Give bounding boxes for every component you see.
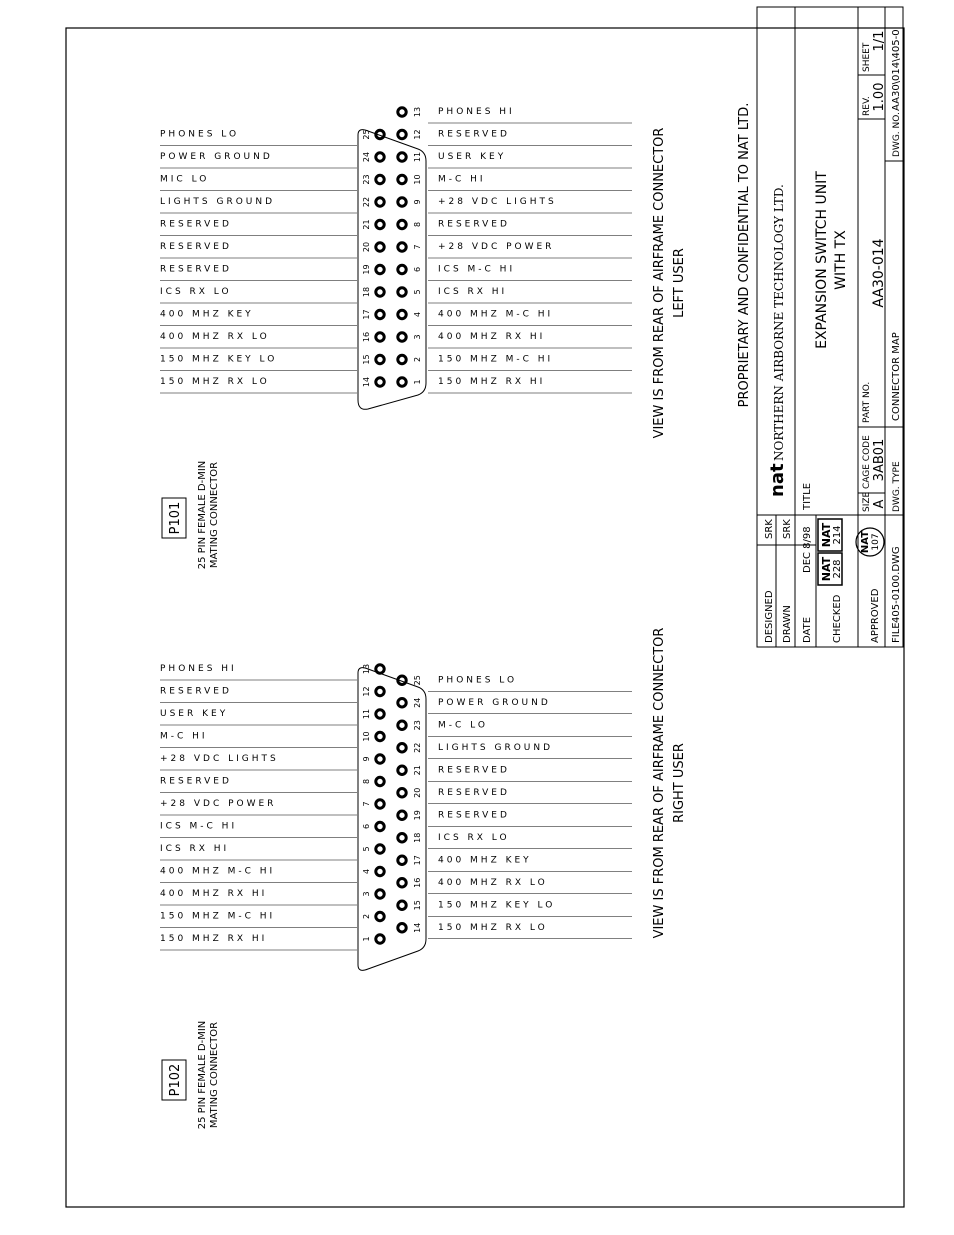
dwg-type-label: DWG. TYPE bbox=[892, 461, 902, 512]
pin-socket bbox=[398, 175, 406, 183]
pin-entry bbox=[160, 129, 384, 145]
wire-label: RESERVED bbox=[160, 242, 232, 252]
pin-entry bbox=[398, 287, 632, 303]
pin-socket bbox=[376, 175, 384, 183]
view-note-line2: LEFT USER bbox=[672, 248, 687, 318]
pin-entry bbox=[398, 810, 632, 826]
pin-entry bbox=[398, 788, 632, 804]
date-value: DEC 8/98 bbox=[802, 526, 813, 573]
wire-label: 150 MHZ RX HI bbox=[438, 377, 546, 387]
pin-socket bbox=[398, 310, 406, 318]
size-label: SIZE bbox=[862, 491, 872, 512]
pin-number: 5 bbox=[362, 846, 371, 852]
wire-label: 400 MHZ KEY bbox=[160, 309, 254, 320]
pin-number: 13 bbox=[362, 663, 371, 675]
pin-entry bbox=[160, 377, 384, 393]
pin-number: 4 bbox=[362, 868, 371, 875]
pin-entry bbox=[160, 197, 384, 213]
pin-entry bbox=[160, 174, 384, 190]
pin-socket bbox=[398, 198, 406, 206]
pin-number: 7 bbox=[413, 244, 422, 250]
pin-number: 25 bbox=[413, 675, 422, 686]
wire-label: 400 MHZ RX LO bbox=[438, 877, 548, 888]
cage-label: CAGE CODE bbox=[862, 435, 872, 489]
pin-entry bbox=[398, 675, 632, 691]
pin-number: 7 bbox=[362, 801, 371, 807]
pin-socket bbox=[376, 378, 384, 386]
svg-text:107: 107 bbox=[871, 533, 881, 551]
title-label: TITLE bbox=[802, 482, 813, 510]
wire-label: POWER GROUND bbox=[438, 697, 551, 708]
pin-socket bbox=[376, 288, 384, 296]
pin-socket bbox=[398, 879, 406, 887]
confidential-notice: PROPRIETARY AND CONFIDENTIAL TO NAT LTD. bbox=[737, 102, 752, 408]
pin-entry bbox=[398, 720, 632, 736]
pin-number: 14 bbox=[362, 376, 371, 388]
pin-socket bbox=[398, 766, 406, 774]
dwg-no-value: AA30\014\405-0 bbox=[891, 29, 902, 111]
pin-socket bbox=[376, 310, 384, 318]
view-note-line1: VIEW IS FROM REAR OF AIRFRAME CONNECTOR bbox=[652, 627, 667, 939]
pin-socket bbox=[376, 665, 384, 673]
pin-number: 12 bbox=[413, 129, 422, 140]
pin-number: 20 bbox=[362, 241, 371, 253]
pin-entry bbox=[398, 310, 632, 326]
pin-socket bbox=[376, 220, 384, 228]
pin-entry bbox=[160, 219, 384, 235]
pin-socket bbox=[398, 243, 406, 251]
pin-socket bbox=[398, 288, 406, 296]
pin-socket bbox=[398, 699, 406, 707]
designed-label: DESIGNED bbox=[764, 590, 775, 643]
wire-label: 150 MHZ M-C HI bbox=[160, 911, 276, 922]
pin-entry bbox=[160, 152, 384, 168]
approved-label: APPROVED bbox=[870, 588, 881, 643]
wire-label: MIC LO bbox=[160, 174, 210, 185]
size-value: A bbox=[872, 499, 887, 509]
svg-text:228: 228 bbox=[832, 559, 843, 579]
pin-number: 14 bbox=[413, 922, 422, 933]
pin-socket bbox=[376, 890, 384, 898]
pin-entry bbox=[398, 265, 632, 281]
pin-number: 3 bbox=[362, 891, 371, 897]
connector-p102 bbox=[160, 628, 687, 1130]
view-note-line1: VIEW IS FROM REAR OF AIRFRAME CONNECTOR bbox=[652, 127, 667, 439]
wire-label: 400 MHZ RX LO bbox=[160, 332, 270, 342]
wire-label: RESERVED bbox=[438, 787, 510, 798]
title-block bbox=[737, 7, 903, 647]
pin-number: 18 bbox=[413, 832, 422, 843]
pin-entry bbox=[398, 923, 632, 939]
pin-socket bbox=[376, 198, 384, 206]
pin-number: 10 bbox=[362, 731, 371, 742]
pin-number: 23 bbox=[413, 720, 422, 731]
wire-label: 400 MHZ M-C HI bbox=[438, 309, 554, 320]
pin-socket bbox=[398, 265, 406, 273]
wire-label: ICS RX HI bbox=[160, 844, 230, 854]
wire-label: RESERVED bbox=[160, 264, 232, 275]
pin-entry bbox=[160, 354, 384, 370]
wire-label: 400 MHZ RX HI bbox=[438, 332, 546, 342]
pin-entry bbox=[160, 844, 384, 860]
pin-socket bbox=[398, 924, 406, 932]
pin-number: 5 bbox=[413, 289, 422, 295]
pin-number: 18 bbox=[362, 286, 371, 298]
pin-number: 2 bbox=[362, 913, 371, 920]
wire-label: +28 VDC POWER bbox=[438, 242, 555, 252]
pin-socket bbox=[376, 687, 384, 695]
dwg-no-label: DWG. NO. bbox=[892, 112, 902, 157]
pin-entry bbox=[160, 664, 384, 680]
pin-socket bbox=[376, 800, 384, 808]
pin-socket bbox=[376, 732, 384, 740]
pin-socket bbox=[376, 845, 384, 853]
pin-number: 8 bbox=[362, 778, 371, 785]
wire-label: 400 MHZ KEY bbox=[438, 855, 532, 866]
pin-socket bbox=[376, 867, 384, 875]
pin-number: 9 bbox=[362, 756, 371, 762]
pin-entry bbox=[398, 220, 632, 236]
file-value: 405-0100.DWG bbox=[891, 546, 902, 623]
drawn-value: SRK bbox=[782, 519, 793, 539]
wire-label: ICS M-C HI bbox=[160, 821, 238, 832]
connector-desc-line1: 25 PIN FEMALE D-MIN bbox=[197, 460, 208, 570]
drawn-label: DRAWN bbox=[782, 605, 793, 643]
svg-text:NAT: NAT bbox=[820, 556, 833, 582]
wire-label: 150 MHZ RX HI bbox=[160, 934, 268, 944]
company-logo: nat bbox=[767, 463, 788, 497]
wire-label: 150 MHZ KEY LO bbox=[438, 900, 556, 911]
pin-socket bbox=[376, 243, 384, 251]
pin-socket bbox=[398, 355, 406, 363]
wire-label: ICS RX LO bbox=[438, 832, 510, 843]
pin-number: 22 bbox=[362, 196, 371, 208]
pin-number: 16 bbox=[362, 331, 371, 343]
pin-socket bbox=[398, 153, 406, 161]
wire-label: M-C HI bbox=[160, 731, 208, 742]
pin-entry bbox=[160, 686, 384, 702]
wire-label: ICS RX HI bbox=[438, 287, 508, 297]
title-line2: WITH TX bbox=[833, 230, 849, 290]
pin-number: 12 bbox=[362, 686, 371, 697]
pin-number: 8 bbox=[413, 221, 422, 228]
connector-id: P102 bbox=[168, 1063, 183, 1097]
pin-number: 20 bbox=[413, 787, 422, 798]
wire-label: M-C HI bbox=[438, 174, 486, 185]
pin-number: 11 bbox=[362, 708, 371, 720]
svg-text:NAT: NAT bbox=[860, 530, 871, 554]
wire-label: 400 MHZ M-C HI bbox=[160, 866, 276, 877]
date-label: DATE bbox=[802, 616, 813, 643]
wire-label: USER KEY bbox=[438, 152, 507, 162]
pin-entry bbox=[398, 900, 632, 916]
connector-desc-line2: MATING CONNECTOR bbox=[209, 461, 220, 569]
inspection-stamp bbox=[818, 519, 843, 551]
pin-number: 19 bbox=[362, 264, 371, 275]
pin-socket bbox=[398, 811, 406, 819]
pin-entry bbox=[160, 709, 384, 725]
wire-label: PHONES HI bbox=[438, 107, 515, 117]
checked-label: CHECKED bbox=[832, 594, 843, 643]
dwg-type-value: CONNECTOR MAP bbox=[891, 332, 902, 421]
pin-entry bbox=[160, 799, 384, 815]
wire-label: RESERVED bbox=[438, 810, 510, 821]
pin-entry bbox=[160, 934, 384, 950]
sheet-label: SHEET bbox=[862, 42, 872, 72]
wire-label: RESERVED bbox=[160, 219, 232, 230]
pin-entry bbox=[160, 309, 384, 325]
pin-socket bbox=[376, 935, 384, 943]
wire-label: LIGHTS GROUND bbox=[438, 742, 554, 753]
pin-number: 13 bbox=[413, 106, 422, 118]
cage-value: 3AB01 bbox=[872, 438, 887, 482]
pin-entry bbox=[398, 833, 632, 849]
wire-label: 150 MHZ M-C HI bbox=[438, 354, 554, 365]
pin-entry bbox=[160, 332, 384, 348]
pin-number: 16 bbox=[413, 877, 422, 888]
pin-entry bbox=[160, 867, 384, 883]
wire-label: +28 VDC POWER bbox=[160, 799, 277, 809]
pin-socket bbox=[398, 378, 406, 386]
pin-socket bbox=[398, 901, 406, 909]
rev-value: 1.00 bbox=[872, 82, 887, 112]
pin-socket bbox=[398, 108, 406, 116]
pin-socket bbox=[376, 355, 384, 363]
pin-socket bbox=[376, 912, 384, 920]
wire-label: 400 MHZ RX HI bbox=[160, 889, 268, 899]
pin-entry bbox=[398, 174, 632, 190]
wire-label: +28 VDC LIGHTS bbox=[438, 197, 557, 207]
pin-socket bbox=[376, 777, 384, 785]
view-note-line2: RIGHT USER bbox=[672, 743, 687, 823]
svg-text:NAT: NAT bbox=[820, 522, 833, 548]
pin-number: 15 bbox=[362, 354, 371, 365]
wire-label: RESERVED bbox=[438, 129, 510, 140]
pin-number: 24 bbox=[362, 151, 371, 163]
part-label: PART NO. bbox=[862, 381, 872, 423]
pin-entry bbox=[160, 777, 384, 793]
wire-label: PHONES LO bbox=[438, 675, 518, 686]
wire-label: RESERVED bbox=[160, 776, 232, 787]
pin-socket bbox=[398, 721, 406, 729]
wire-label: RESERVED bbox=[438, 219, 510, 230]
wire-label: POWER GROUND bbox=[160, 152, 273, 162]
pin-number: 23 bbox=[362, 174, 371, 185]
sheet-value: 1/1 bbox=[872, 30, 887, 52]
pin-number: 21 bbox=[362, 219, 371, 230]
pin-number: 6 bbox=[413, 266, 422, 273]
pin-entry bbox=[398, 332, 632, 348]
wire-label: M-C LO bbox=[438, 720, 488, 731]
inspection-stamp bbox=[818, 553, 843, 585]
pin-entry bbox=[160, 242, 384, 258]
pin-number: 1 bbox=[413, 379, 422, 385]
connector-desc-line2: MATING CONNECTOR bbox=[209, 1021, 220, 1129]
pin-entry bbox=[398, 698, 632, 714]
connector-id: P101 bbox=[168, 501, 183, 535]
pin-number: 17 bbox=[362, 309, 371, 320]
rev-label: REV. bbox=[862, 96, 872, 116]
file-label: FILE bbox=[891, 622, 902, 643]
wire-label: PHONES HI bbox=[160, 664, 237, 674]
pin-number: 9 bbox=[413, 199, 422, 205]
pin-entry bbox=[398, 152, 632, 168]
pin-entry bbox=[160, 287, 384, 303]
company-name: NORTHERN AIRBORNE TECHNOLOGY LTD. bbox=[772, 184, 786, 461]
wire-label: LIGHTS GROUND bbox=[160, 197, 276, 207]
pin-socket bbox=[376, 130, 384, 138]
pin-number: 3 bbox=[413, 334, 422, 340]
pin-entry bbox=[398, 242, 632, 258]
pin-entry bbox=[398, 377, 632, 393]
wire-label: ICS M-C HI bbox=[438, 264, 516, 275]
pin-socket bbox=[376, 333, 384, 341]
pin-entry bbox=[398, 743, 632, 759]
wire-label: USER KEY bbox=[160, 709, 229, 719]
pin-number: 25 bbox=[362, 129, 371, 140]
pin-number: 22 bbox=[413, 742, 422, 753]
connector-desc-line1: 25 PIN FEMALE D-MIN bbox=[197, 1020, 208, 1130]
pin-entry bbox=[160, 754, 384, 770]
pin-entry bbox=[160, 264, 384, 280]
wire-label: 150 MHZ RX LO bbox=[438, 922, 548, 933]
title-line1: EXPANSION SWITCH UNIT bbox=[814, 171, 830, 349]
pin-number: 6 bbox=[362, 823, 371, 830]
pin-entry bbox=[398, 765, 632, 781]
wire-label: +28 VDC LIGHTS bbox=[160, 754, 279, 764]
pin-number: 15 bbox=[413, 900, 422, 911]
wire-label: 150 MHZ RX LO bbox=[160, 377, 270, 387]
connector-p101 bbox=[160, 107, 687, 569]
svg-text:214: 214 bbox=[832, 525, 843, 545]
pin-entry bbox=[160, 912, 384, 928]
pin-entry bbox=[160, 731, 384, 747]
wire-label: ICS RX LO bbox=[160, 287, 232, 297]
pin-number: 2 bbox=[413, 356, 422, 363]
pin-socket bbox=[398, 333, 406, 341]
pin-socket bbox=[398, 856, 406, 864]
pin-entry bbox=[160, 822, 384, 838]
wire-label: RESERVED bbox=[160, 686, 232, 697]
pin-socket bbox=[376, 822, 384, 830]
pin-entry bbox=[398, 855, 632, 871]
pin-socket bbox=[398, 676, 406, 684]
pin-socket bbox=[376, 153, 384, 161]
pin-socket bbox=[398, 789, 406, 797]
wire-label: PHONES LO bbox=[160, 129, 240, 140]
pin-entry bbox=[398, 355, 632, 371]
wire-label: RESERVED bbox=[438, 765, 510, 776]
pin-socket bbox=[398, 834, 406, 842]
pin-number: 21 bbox=[413, 765, 422, 776]
part-value: AA30-014 bbox=[871, 238, 887, 308]
pin-socket bbox=[376, 755, 384, 763]
pin-socket bbox=[376, 265, 384, 273]
pin-number: 19 bbox=[413, 810, 422, 821]
pin-number: 24 bbox=[413, 697, 422, 708]
pin-entry bbox=[398, 878, 632, 894]
pin-entry bbox=[398, 107, 632, 123]
pin-number: 17 bbox=[413, 855, 422, 866]
wire-label: 150 MHZ KEY LO bbox=[160, 354, 278, 365]
designed-value: SRK bbox=[764, 519, 775, 539]
pin-entry bbox=[160, 889, 384, 905]
pin-entry bbox=[398, 129, 632, 145]
pin-socket bbox=[376, 710, 384, 718]
approval-stamp bbox=[856, 528, 884, 556]
pin-entry bbox=[398, 197, 632, 213]
pin-socket bbox=[398, 744, 406, 752]
pin-socket bbox=[398, 130, 406, 138]
pin-number: 4 bbox=[413, 311, 422, 318]
pin-number: 1 bbox=[362, 936, 371, 942]
pin-socket bbox=[398, 220, 406, 228]
pin-number: 11 bbox=[413, 151, 422, 163]
pin-number: 10 bbox=[413, 174, 422, 185]
